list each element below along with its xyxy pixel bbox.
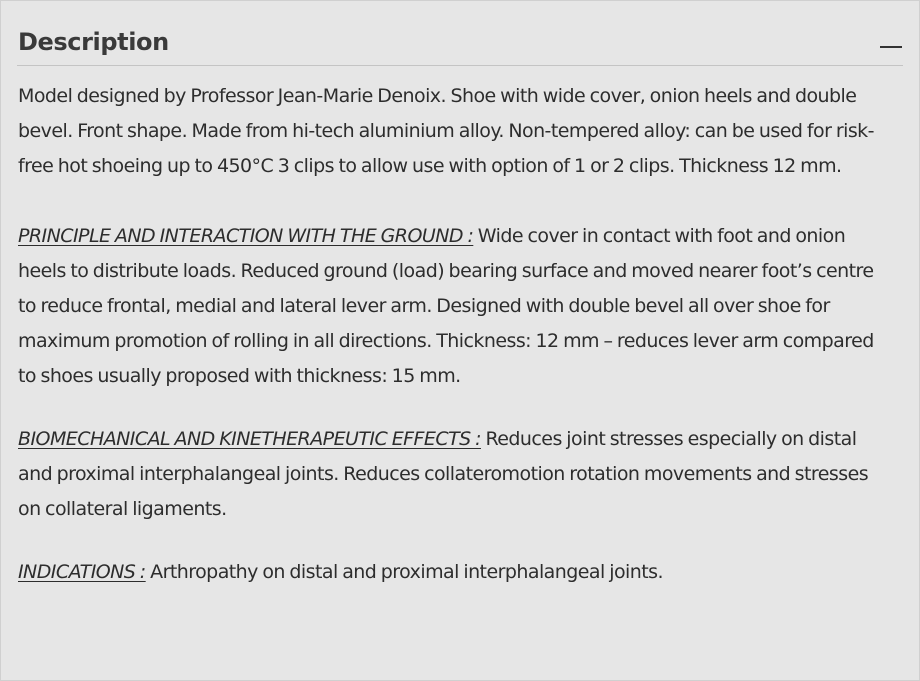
effects-heading: BIOMECHANICAL AND KINETHERAPEUTIC EFFECTS : xyxy=(18,428,481,450)
principle-paragraph xyxy=(18,219,891,394)
collapse-button[interactable] xyxy=(875,23,905,53)
section-title: Description xyxy=(18,28,169,56)
intro-paragraph: Model designed by Professor Jean-Marie Denoix. Shoe with wide cover, onion heels and double bevel. Front shape. Made from hi-tech aluminium alloy. Non-tempered alloy: can be used for risk-free hot shoeing up to 450°C 3 clips to allow use with option of 1 or 2 clips. Thickness 12 mm. xyxy=(18,85,874,177)
effects-text: Reduces joint stresses especially on distal and proximal interphalangeal joints. Reduces collateromotion rotation movements and stresses on collateral ligaments. xyxy=(18,428,869,520)
description-body xyxy=(18,79,891,590)
indications-paragraph xyxy=(18,555,891,590)
principle-heading: PRINCIPLE AND INTERACTION WITH THE GROUND : xyxy=(18,225,474,247)
indications-heading: INDICATIONS : xyxy=(18,561,146,583)
principle-text: Wide cover in contact with foot and onion heels to distribute loads. Reduced ground (load) bearing surface and moved nearer foot’s centre to reduce frontal, medial and lateral lever arm. Designed with double bevel all over shoe for maximum promotion of rolling in all directions. Thickness: 12 mm – reduces lever arm compared to shoes usually proposed with thickness: 15 mm. xyxy=(18,225,874,387)
indications-text: Arthropathy on distal and proximal interphalangeal joints. xyxy=(145,561,663,583)
panel-header[interactable] xyxy=(17,1,903,66)
minus-icon xyxy=(880,46,902,48)
effects-paragraph xyxy=(18,422,891,527)
